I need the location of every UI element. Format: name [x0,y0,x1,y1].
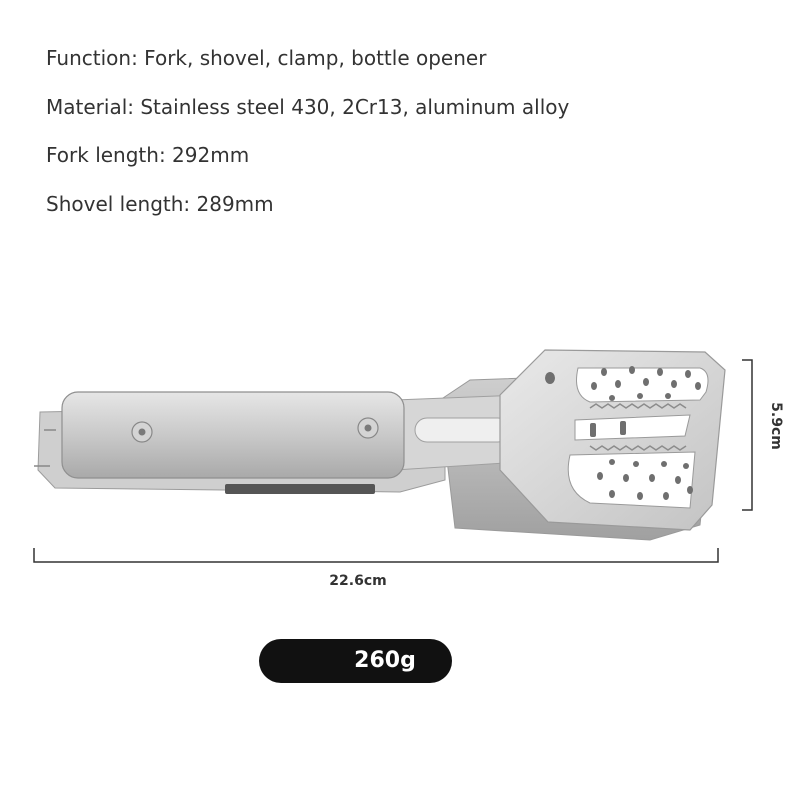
spec-shovel-length: Shovel length: 289mm [46,191,274,216]
spec-function: Function: Fork, shovel, clamp, bottle opener [46,46,487,70]
height-label: 5.9cm [768,402,784,450]
weight-label: 260g [354,648,416,673]
spec-fork-length: Fork length: 292mm [46,143,250,167]
length-label: 22.6cm [329,573,387,589]
spec-material: Material: Stainless steel 430, 2Cr13, aluminum alloy [46,94,570,119]
neck-slot [415,418,510,442]
dimension-line-height [742,360,752,510]
dimension-line-length [34,548,718,562]
lower-arm-slot [225,484,375,494]
handle [62,392,404,478]
